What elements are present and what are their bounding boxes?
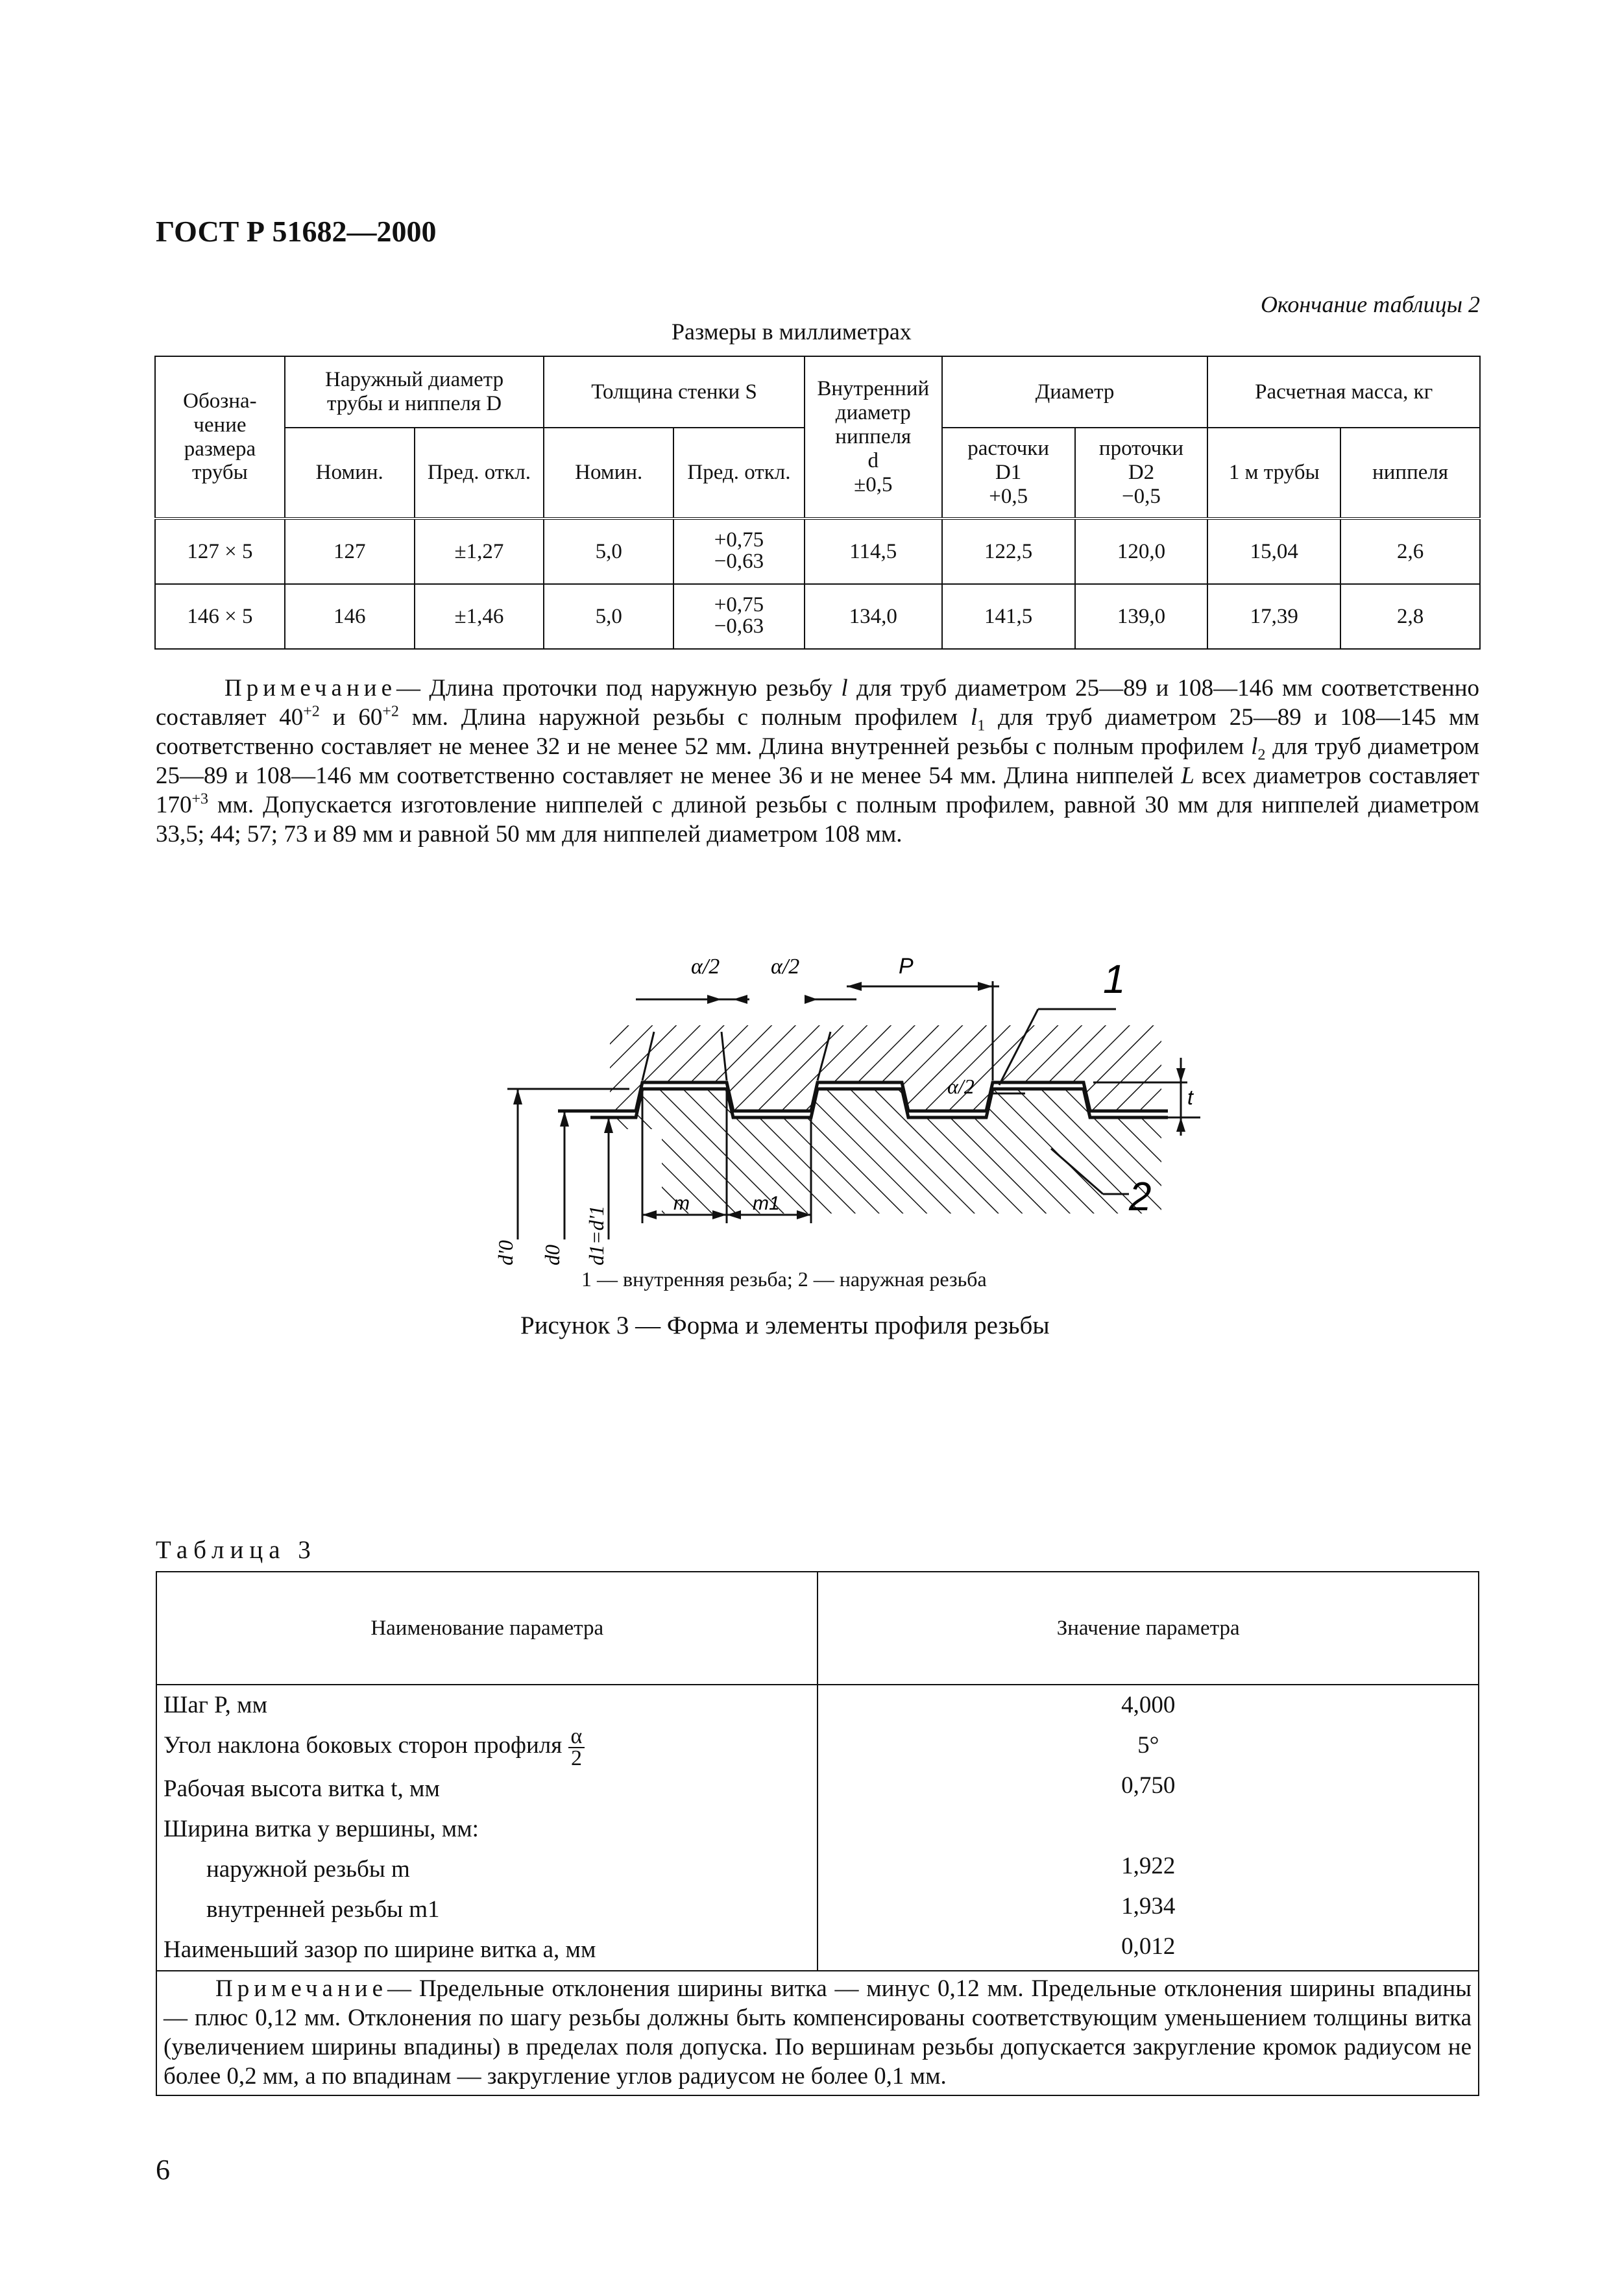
param-pitch: Шаг P, мм [164, 1692, 267, 1718]
cell-inner: 114,5 [805, 518, 942, 584]
header-outer-diameter: Наружный диаметр трубы и ниппеля D [285, 356, 544, 428]
header-mass-per-meter: 1 м трубы [1207, 428, 1340, 518]
cell-mass-n: 2,8 [1340, 584, 1480, 649]
header-mass: Расчетная масса, кг [1207, 356, 1480, 428]
cell-turn: 120,0 [1075, 518, 1208, 584]
cell-d-nom: 146 [285, 584, 415, 649]
figure-legend: 1 — внутренняя резьба; 2 — наружная резьба [581, 1267, 987, 1291]
cell-inner: 134,0 [805, 584, 942, 649]
value-min-clearance: 0,012 [1121, 1933, 1176, 1960]
cell-bore: 141,5 [942, 584, 1075, 649]
cell-mass-m: 17,39 [1207, 584, 1340, 649]
cell-turn: 139,0 [1075, 584, 1208, 649]
cell-s-nom: 5,0 [544, 518, 673, 584]
table-3-note: Примечание— Предельные отклонения ширины витка — минус 0,12 мм. Предельные отклонения ширины впадины — плюс 0,12 мм. Отклонения по шагу резьбы должны быть компенсированы соответствующим уменьшением толщины витка (увеличением ширины впадины) в пределах поля допуска. По вершинам резьбы допускается закругление кромок радиусом не более 0,2 мм, а по впадинам — закругление углов радиусом не более 0,1 мм. [156, 1971, 1479, 2095]
header-turn: проточки D2 −0,5 [1075, 428, 1208, 518]
label-m: m [673, 1193, 690, 1214]
page-number: 6 [156, 2154, 170, 2186]
label-alpha-half-2: α/2 [771, 955, 800, 979]
cell-size: 146 × 5 [155, 584, 285, 649]
cell-s-dev: +0,75 −0,63 [673, 584, 805, 649]
header-outer-nominal: Номин. [285, 428, 415, 518]
table-3 [156, 1571, 1479, 2096]
header-designation: Обозна- чение размера трубы [155, 356, 285, 518]
header-mass-nipple: ниппеля [1340, 428, 1480, 518]
header-wall-deviation: Пред. откл. [673, 428, 805, 518]
cell-mass-m: 15,04 [1207, 518, 1340, 584]
header-bore: расточки D1 +0,5 [942, 428, 1075, 518]
label-t: t [1187, 1086, 1193, 1109]
table-2 [154, 356, 1481, 650]
header-inner-diameter: Внутренний диаметр ниппеля d ±0,5 [805, 356, 942, 518]
value-internal: 1,934 [1121, 1893, 1176, 1920]
cell-d-dev: ±1,27 [415, 518, 544, 584]
param-working-height: Рабочая высота витка t, мм [164, 1775, 440, 1802]
label-m1: m1 [753, 1193, 780, 1214]
figure-caption: Рисунок 3 — Форма и элементы профиля резьбы [520, 1311, 1050, 1339]
label-pitch: P [899, 954, 914, 979]
cell-d-nom: 127 [285, 518, 415, 584]
document-id: ГОСТ Р 51682—2000 [156, 215, 437, 248]
value-working-height: 0,750 [1121, 1772, 1176, 1799]
units-caption: Размеры в миллиметрах [672, 319, 912, 345]
param-external: наружной резьбы m [206, 1855, 410, 1883]
table-3-label: Таблица 3 [156, 1536, 317, 1564]
param-flank-angle: Угол наклона боковых сторон профиля $\frac{\alpha}{2}$ [157, 1726, 817, 1769]
value-pitch: 4,000 [1121, 1692, 1176, 1718]
value-flank-angle: 5° [1137, 1732, 1159, 1759]
label-part-2: 2 [1129, 1175, 1152, 1219]
cell-s-nom: 5,0 [544, 584, 673, 649]
header-outer-deviation: Пред. откл. [415, 428, 544, 518]
param-crest-width: Ширина витка у вершины, мм: [164, 1815, 479, 1842]
header-param-name: Наименование параметра [156, 1572, 818, 1685]
header-param-value: Значение параметра [818, 1572, 1479, 1685]
thread-profile-figure [480, 934, 1207, 1285]
cell-d-dev: ±1,46 [415, 584, 544, 649]
table-continuation-label: Окончание таблицы 2 [1260, 291, 1480, 317]
external-thread-region [610, 1089, 1161, 1214]
table-row [155, 518, 1480, 584]
param-values [818, 1685, 1479, 1971]
label-d0: d0 [540, 1245, 564, 1265]
header-wall-nominal: Номин. [544, 428, 673, 518]
value-external: 1,922 [1121, 1853, 1176, 1879]
cell-s-dev: +0,75 −0,63 [673, 518, 805, 584]
label-alpha-half-1: α/2 [691, 955, 720, 979]
table-row [155, 584, 1480, 649]
label-alpha-half-3: α/2 [947, 1075, 975, 1098]
param-names [156, 1685, 818, 1971]
header-diameter: Диаметр [942, 356, 1208, 428]
cell-mass-n: 2,6 [1340, 518, 1480, 584]
table-2-note: Примечание— Длина проточки под наружную резьбу l для труб диаметром 25—89 и 108—146 мм соответственно составляет $40^{+2}$ и $60^{+2}$ мм. Длина наружной резьбы с полным профилем $l_1$ для труб диаметром 25—89 и 108—145 мм соответственно составляет не менее 32 и не менее 52 мм. Длина внутренней резьбы с полным профилем $l_2$ для труб диаметром 25—89 и 108—146 мм соответственно составляет не менее 36 и не менее 54 мм. Длина ниппелей L всех диаметров составляет $170^{+3}$ мм. Допускается изготовление ниппелей с длиной резьбы с полным профилем, равной 30 мм для ниппелей диаметром 33,5; 44; 57; 73 и 89 мм и равной 50 мм для ниппелей диаметром 108 мм. [156, 675, 1479, 848]
label-part-1: 1 [1103, 957, 1126, 1002]
note-label: Примечание [224, 675, 396, 701]
label-d1: d1=d'1 [585, 1205, 608, 1265]
param-internal: внутренней резьбы m1 [206, 1896, 440, 1923]
label-d0-prime: d'0 [494, 1240, 517, 1265]
cell-size: 127 × 5 [155, 518, 285, 584]
cell-bore: 122,5 [942, 518, 1075, 584]
param-min-clearance: Наименьший зазор по ширине витка a, мм [164, 1936, 596, 1963]
header-wall-thickness: Толщина стенки S [544, 356, 805, 428]
